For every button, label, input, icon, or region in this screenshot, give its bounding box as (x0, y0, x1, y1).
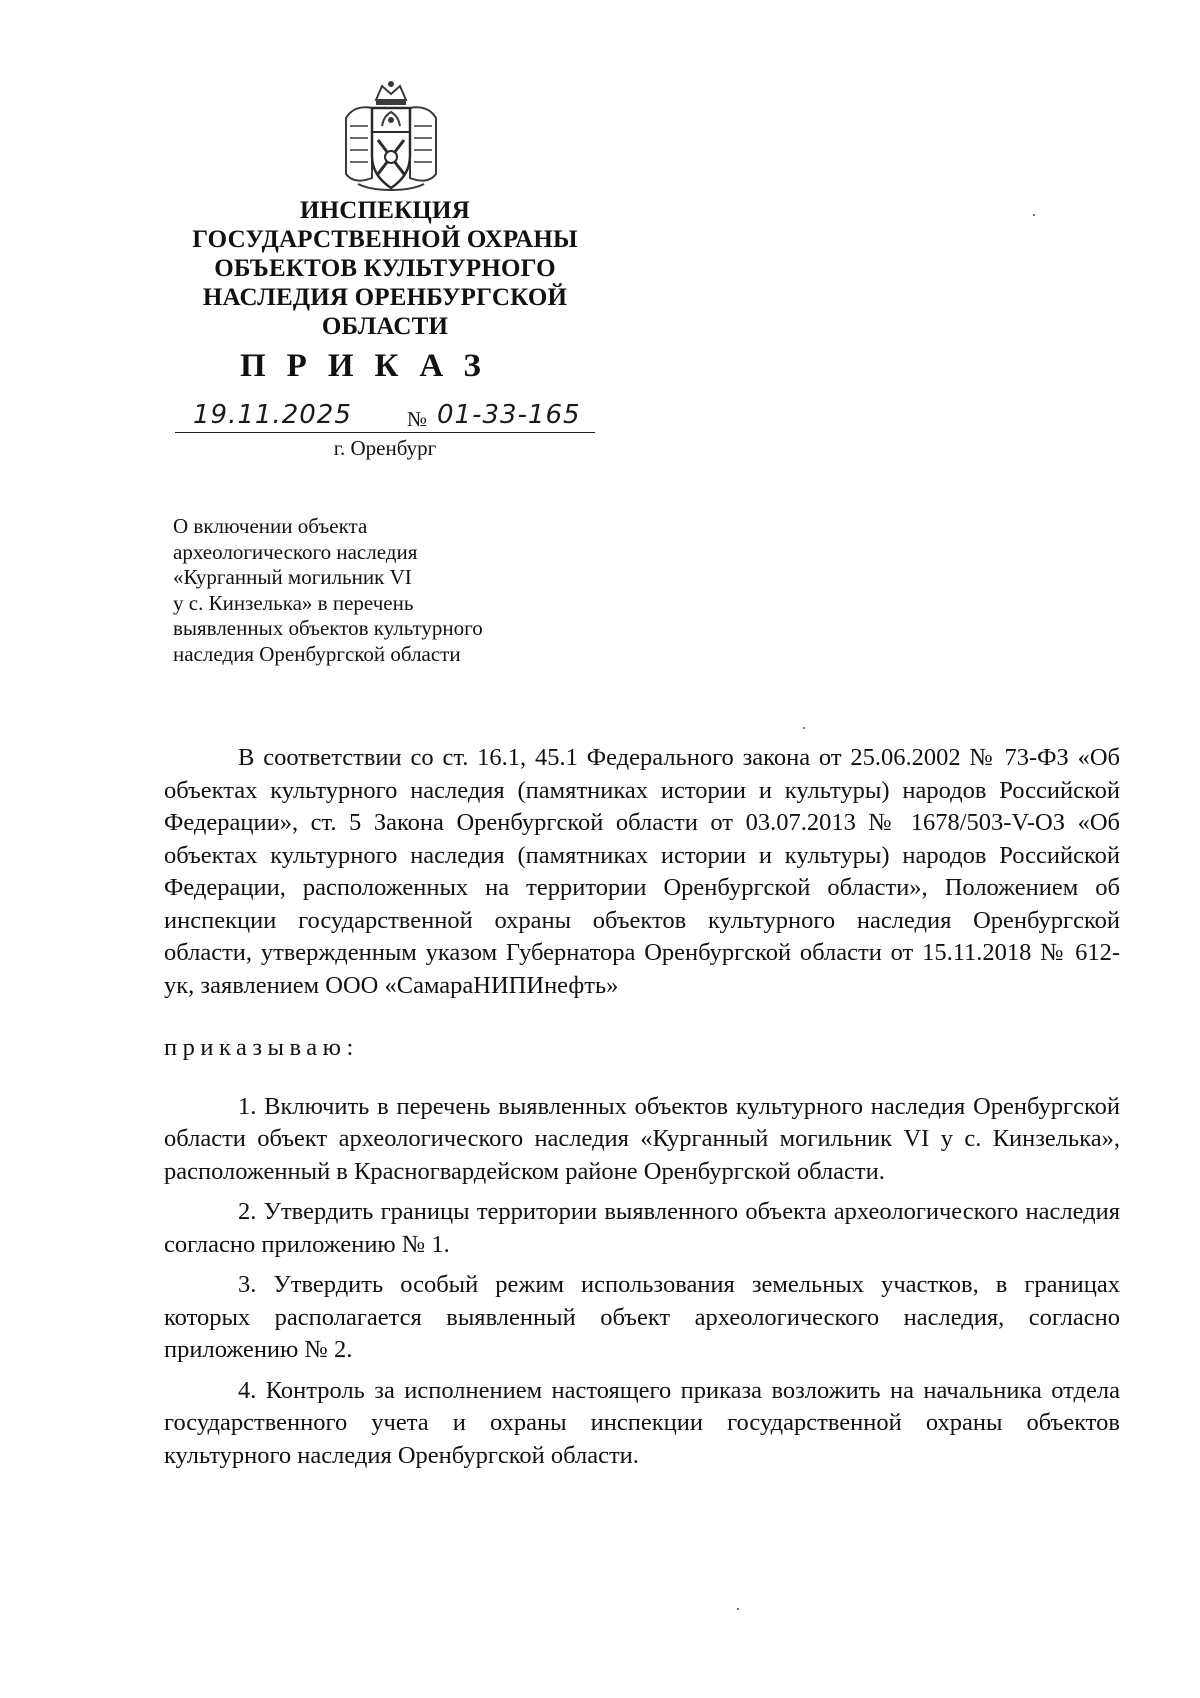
date-underline (175, 432, 595, 433)
subject-line: у с. Кинзелька» в перечень (173, 590, 414, 615)
org-line: ГОСУДАРСТВЕННОЙ ОХРАНЫ (192, 226, 578, 253)
org-line: ИНСПЕКЦИЯ (300, 197, 470, 224)
coat-of-arms-graphic (338, 78, 444, 196)
scan-speck (737, 1608, 739, 1610)
subject-block (173, 514, 593, 667)
subject-line: «Курганный могильник VI (173, 565, 412, 589)
number-sign: № (407, 407, 428, 431)
coat-of-arms-icon (338, 78, 444, 196)
preamble-paragraph: В соответствии со ст. 16.1, 45.1 Федерального закона от 25.06.2002 № 73-ФЗ «Об объектах культурного наследия (памятниках истории и культуры) народов Российской Федерации», ст. 5 Закона Оренбургской области от 03.07.2013 № 1678/503-V-ОЗ «Об объектах культурного наследия (памятниках истории и культуры) народов Российской Федерации, расположенных на территории Оренбургской области», Положением об инспекции государственной охраны объектов культурного наследия Оренбургской области, утвержденным указом Губернатора Оренбургской области от 15.11.2018 № 612-ук, заявлением ООО «СамараНИПИнефть» (164, 744, 1120, 999)
order-item: 3. Утвердить особый режим использования земельных участков, в границах которых располагается выявленный объект археологического наследия, согласно приложению № 2. (164, 1271, 1120, 1363)
org-line: ОБЪЕКТОВ КУЛЬТУРНОГО (214, 255, 556, 282)
org-line: ОБЛАСТИ (321, 313, 449, 340)
org-line: НАСЛЕДИЯ ОРЕНБУРГСКОЙ (202, 284, 568, 311)
handwritten-date: 19.11.2025 (193, 400, 352, 430)
subject-line: археологического наследия (173, 539, 418, 564)
order-item: 1. Включить в перечень выявленных объектов культурного наследия Оренбургской области объект археологического наследия «Курганный могильник VI у с. Кинзелька», расположенный в Красногвардейском районе Оренбургской области. (164, 1092, 1120, 1185)
order-word: приказываю: (164, 1034, 359, 1061)
organization-name (170, 196, 600, 341)
handwritten-number: 01-33-165 (437, 400, 581, 430)
document-body (164, 742, 1120, 1480)
city-label: г. Оренбург (333, 436, 437, 460)
subject-line: наследия Оренбургской области (173, 641, 461, 666)
subject-line: выявленных объектов культурного (173, 616, 483, 640)
order-item: 2. Утвердить границы территории выявленного объекта археологического наследия согласно приложению № 1. (164, 1198, 1120, 1258)
document-type-title: ПРИКАЗ (240, 348, 502, 384)
scan-speck (1033, 214, 1035, 216)
order-item: 4. Контроль за исполнением настоящего приказа возложить на начальника отдела государственного учета и охраны инспекции государственной охраны объектов культурного наследия Оренбургской области. (164, 1376, 1120, 1469)
date-number-row (175, 400, 595, 440)
subject-line: О включении объекта (173, 514, 368, 538)
scan-speck (803, 727, 805, 729)
